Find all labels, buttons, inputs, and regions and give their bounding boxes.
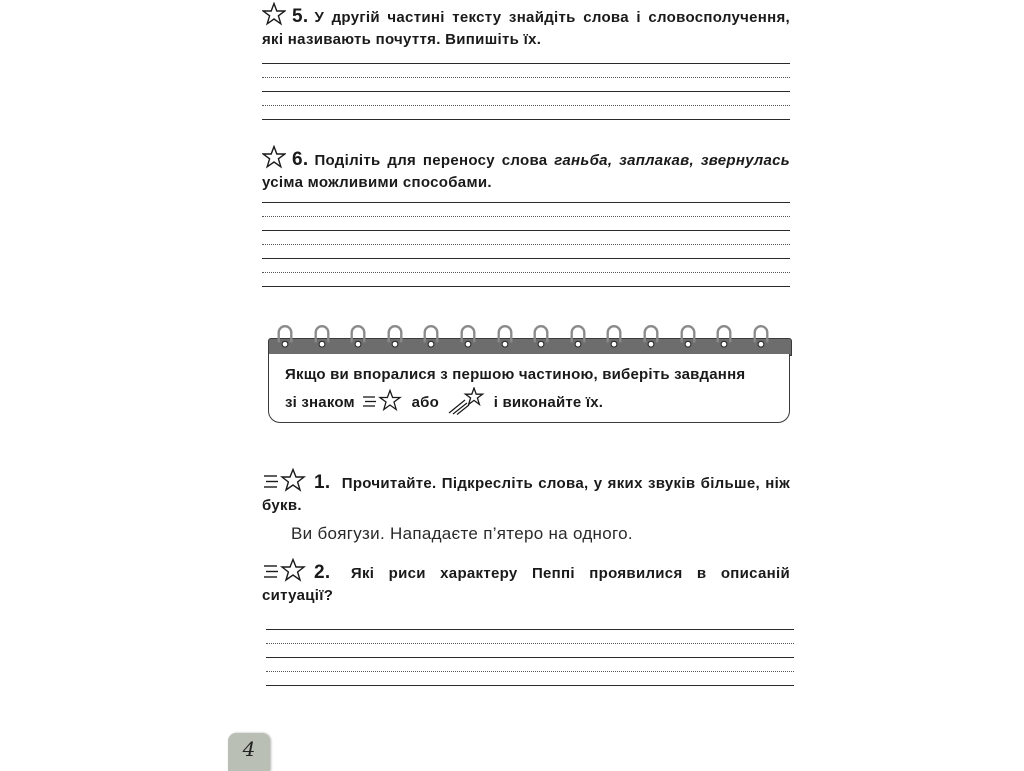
answer-line[interactable] bbox=[266, 685, 794, 686]
answer-lines-task-6[interactable] bbox=[262, 202, 790, 300]
star-outline-icon bbox=[262, 2, 286, 26]
speed-star-icon bbox=[363, 389, 403, 413]
task-5 bbox=[262, 2, 790, 51]
task-b2-heading bbox=[262, 558, 790, 607]
task-6-heading bbox=[262, 145, 790, 194]
reading-sentence: Ви боягузи. Нападаєте п’ятеро на одного. bbox=[291, 524, 633, 543]
task-b1-text: Прочитайте. Підкресліть слова, у яких звуків більше, ніж букв. bbox=[262, 475, 791, 514]
answer-line[interactable] bbox=[262, 286, 790, 287]
spiral-ring-icon bbox=[496, 324, 514, 350]
answer-lines-task-5[interactable] bbox=[262, 63, 790, 133]
spiral-ring-icon bbox=[422, 324, 440, 350]
spiral-ring-icon bbox=[569, 324, 587, 350]
notebook-instruction bbox=[285, 363, 775, 415]
task-b1-number: 1. bbox=[314, 472, 331, 493]
answer-line[interactable] bbox=[262, 63, 790, 64]
spiral-ring-icon bbox=[313, 324, 331, 350]
spiral-ring-icon bbox=[532, 324, 550, 350]
guide-line bbox=[262, 244, 790, 245]
task-6-words: ганьба, заплакав, звернулась bbox=[554, 152, 790, 169]
task-b2-number: 2. bbox=[314, 562, 331, 583]
spiral-ring-icon bbox=[605, 324, 623, 350]
spiral-ring-icon bbox=[276, 324, 294, 350]
task-5-heading bbox=[262, 2, 790, 51]
task-5-text: У другій частині тексту знайдіть слова і словосполучення, які називають почуття. Випишіть їх. bbox=[262, 9, 790, 48]
page-number-tab bbox=[228, 733, 270, 771]
notebook-note bbox=[268, 324, 790, 424]
speed-star-icon bbox=[262, 468, 308, 494]
guide-line bbox=[262, 272, 790, 273]
spiral-ring-icon bbox=[386, 324, 404, 350]
task-6-text-before: Поділіть для переносу слова bbox=[314, 152, 555, 169]
task-b1-heading bbox=[262, 468, 790, 517]
guide-line bbox=[262, 216, 790, 217]
star-outline-icon bbox=[262, 145, 286, 169]
answer-line[interactable] bbox=[262, 230, 790, 231]
task-6-text-after: усіма можливими способами. bbox=[262, 174, 492, 191]
task-b1 bbox=[262, 468, 790, 517]
answer-line[interactable] bbox=[262, 119, 790, 120]
page-number: 4 bbox=[242, 737, 256, 761]
shooting-star-icon bbox=[447, 387, 485, 415]
task-5-number: 5. bbox=[292, 6, 309, 27]
spiral-ring-icon bbox=[349, 324, 367, 350]
answer-line[interactable] bbox=[266, 657, 794, 658]
answer-lines-task-b2[interactable] bbox=[266, 629, 794, 699]
task-b2 bbox=[262, 558, 790, 607]
spiral-ring-icon bbox=[715, 324, 733, 350]
answer-line[interactable] bbox=[262, 258, 790, 259]
spiral-ring-icon bbox=[459, 324, 477, 350]
guide-line bbox=[266, 671, 794, 672]
notebook-line-2-mid: або bbox=[411, 394, 439, 411]
answer-line[interactable] bbox=[262, 202, 790, 203]
answer-line[interactable] bbox=[266, 629, 794, 630]
task-6-number: 6. bbox=[292, 149, 309, 170]
spiral-ring-icon bbox=[752, 324, 770, 350]
notebook-line-2 bbox=[285, 387, 775, 415]
task-b2-text: Які риси характеру Пеппі проявилися в описаній ситуації? bbox=[262, 565, 790, 604]
guide-line bbox=[266, 643, 794, 644]
speed-star-icon bbox=[262, 558, 308, 584]
spiral-ring-icon bbox=[642, 324, 660, 350]
guide-line bbox=[262, 105, 790, 106]
answer-line[interactable] bbox=[262, 91, 790, 92]
notebook-body bbox=[268, 354, 790, 423]
notebook-line-2-before: зі знаком bbox=[285, 394, 355, 411]
notebook-line-2-after: і виконайте їх. bbox=[493, 394, 604, 411]
notebook-line-1: Якщо ви впоралися з першою частиною, виберіть завдання bbox=[285, 366, 746, 383]
spiral-ring-icon bbox=[679, 324, 697, 350]
task-6 bbox=[262, 145, 790, 194]
guide-line bbox=[262, 77, 790, 78]
